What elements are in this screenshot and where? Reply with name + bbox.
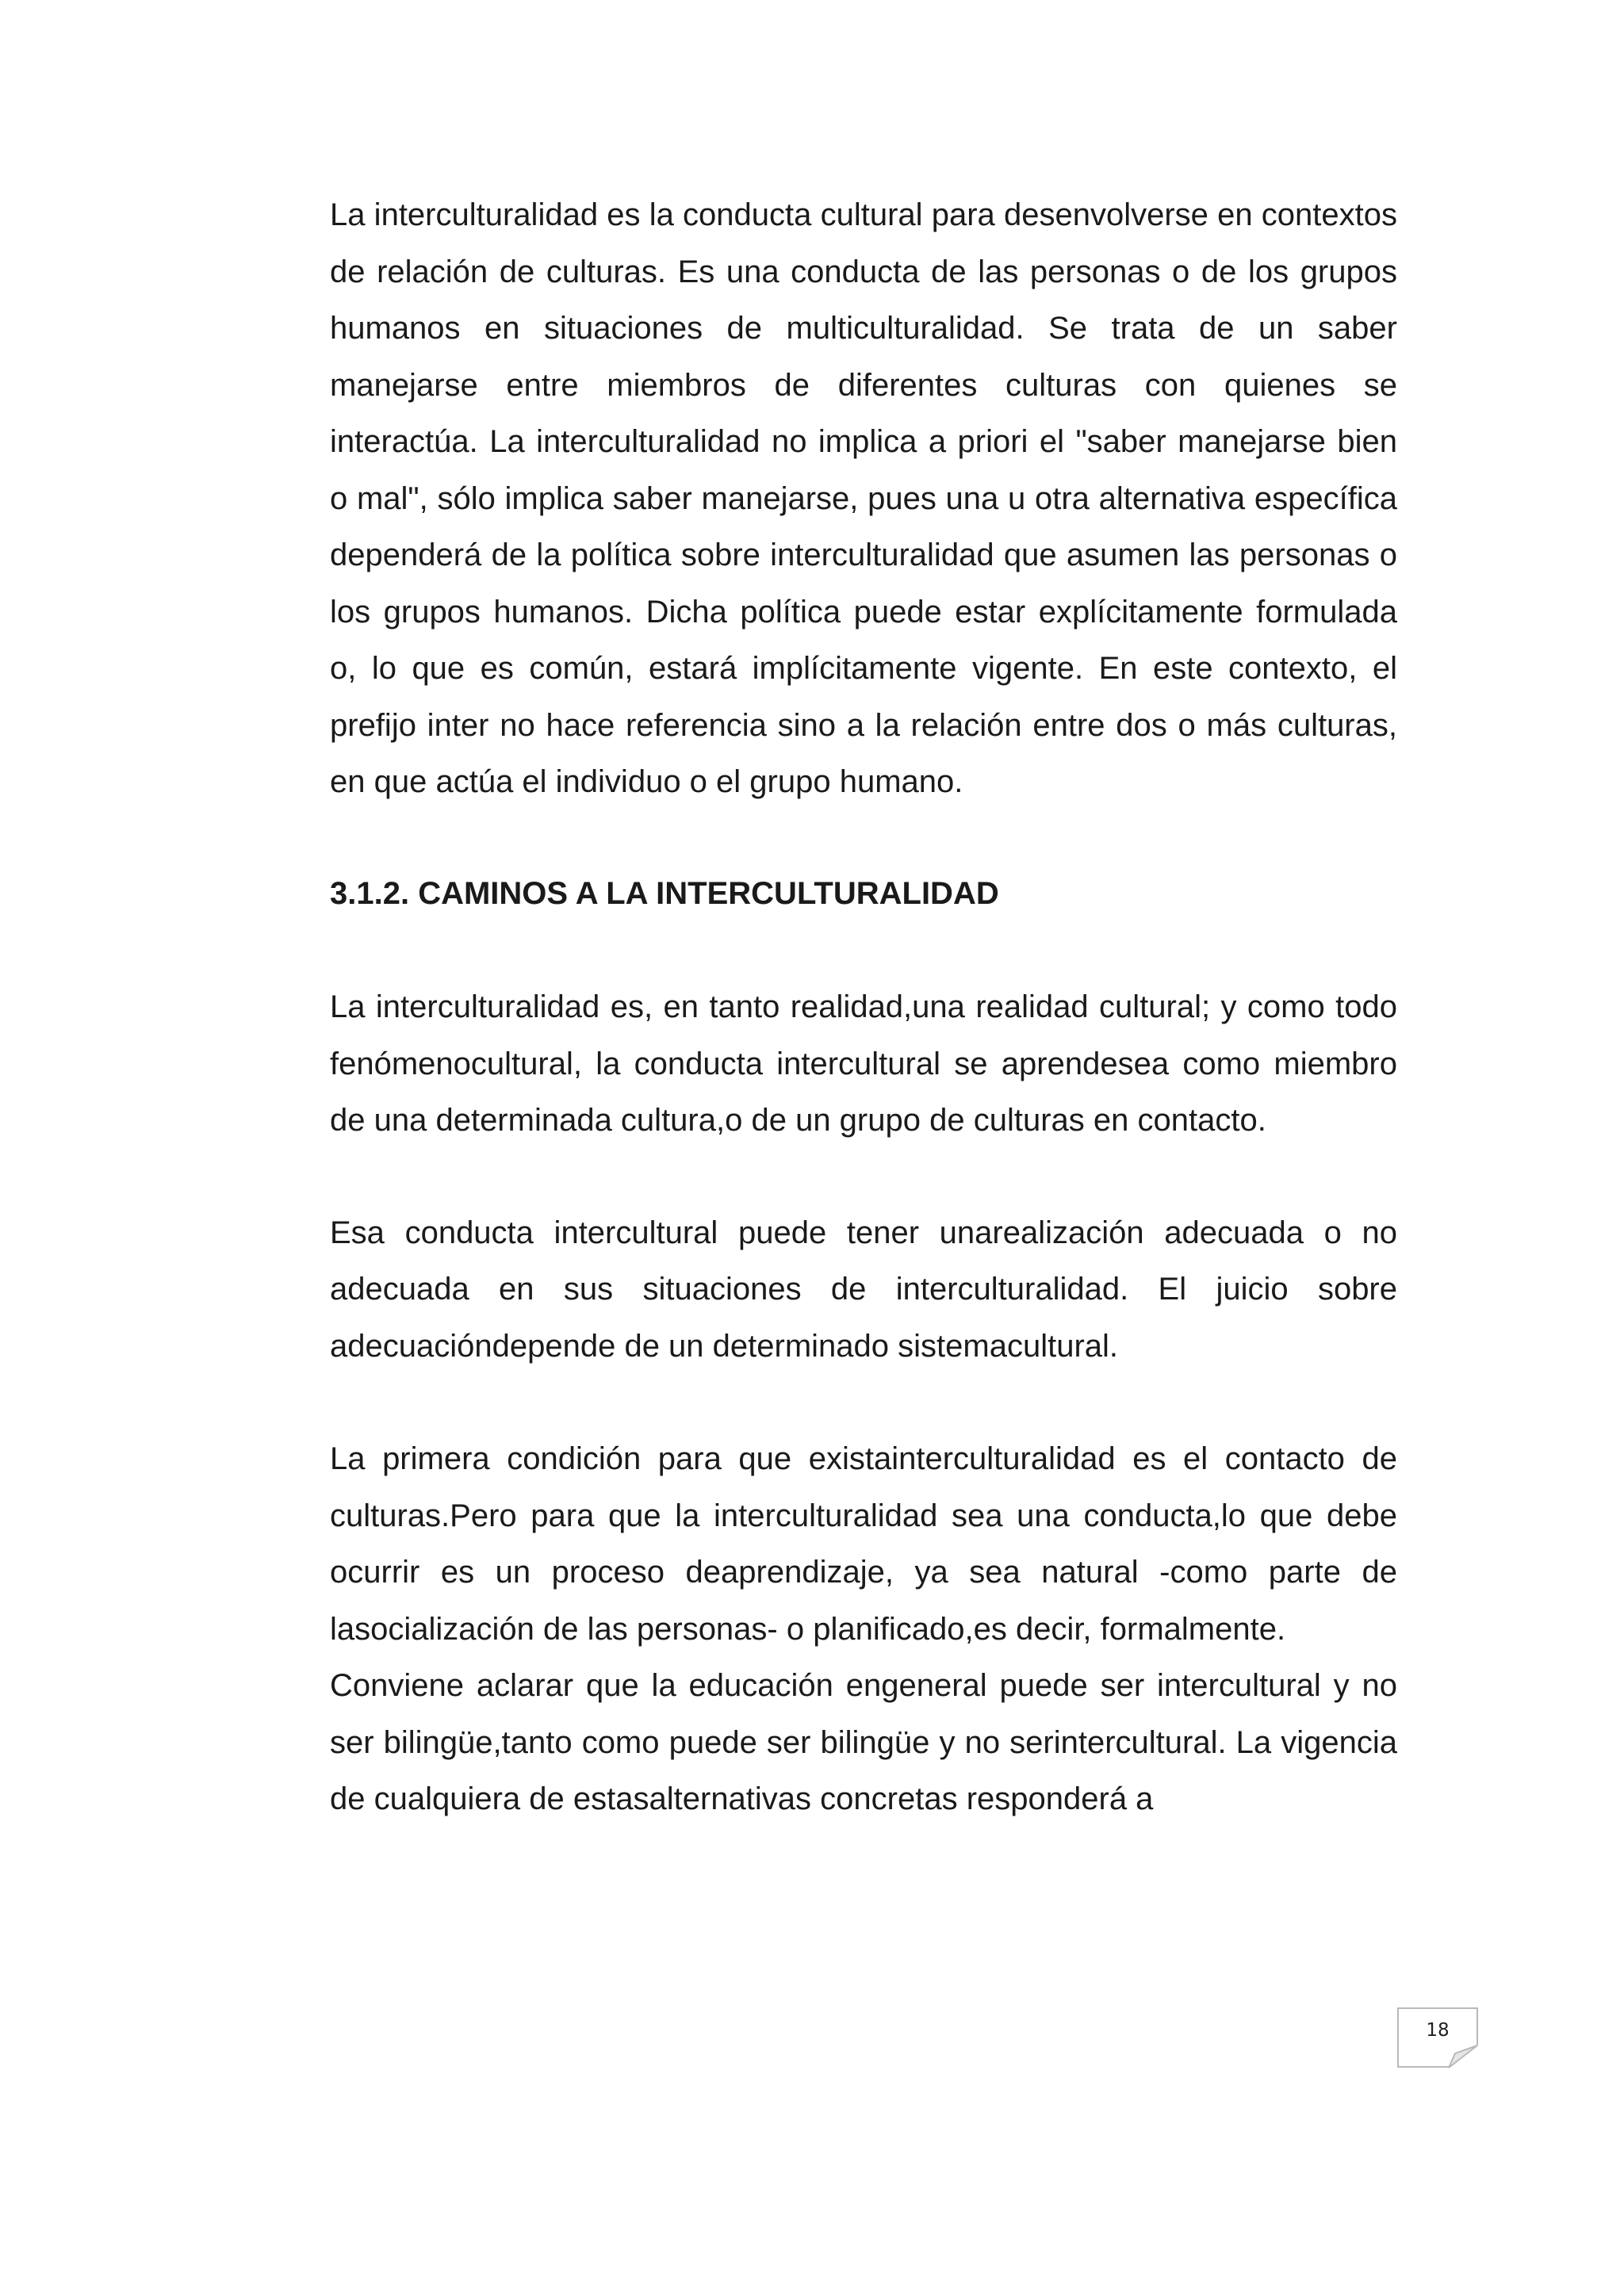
page-curl-icon xyxy=(1447,2044,1479,2069)
section-heading: 3.1.2. CAMINOS A LA INTERCULTURALIDAD xyxy=(330,875,999,911)
body-paragraph: La primera condición para que existainterculturalidad es el contacto de culturas.Pero para que la interculturalidad sea una conducta,lo que debe ocurrir es un proceso deaprendizaje, ya sea natural -como parte de lasocialización de las personas- o planificado,es decir, formalmente. xyxy=(330,1441,1397,1647)
body-paragraph: Esa conducta intercultural puede tener unarealización adecuada o no adecuada en sus situaciones de interculturalidad. El juicio sobre adecuacióndepende de un determinado sistemacultural. xyxy=(330,1215,1397,1364)
body-paragraph: La interculturalidad es, en tanto realidad,una realidad cultural; y como todo fenómenocultural, la conducta intercultural se aprendesea como miembro de una determinada cultura,o de un grupo de culturas en contacto. xyxy=(330,989,1397,1138)
body-paragraph: La interculturalidad es la conducta cultural para desenvolverse en contextos de relación de culturas. Es una conducta de las personas o de los grupos humanos en situaciones de multiculturalidad. Se trata de un saber manejarse entre miembros de diferentes culturas con quienes se interactúa. La interculturalidad no implica a priori el "saber manejarse bien o mal", sólo implica saber manejarse, pues una u otra alternativa específica dependerá de la política sobre interculturalidad que asumen las personas o los grupos humanos. Dicha política puede estar explícitamente formulada o, lo que es común, estará implícitamente vigente. En este contexto, el prefijo inter no hace referencia sino a la relación entre dos o más culturas, en que actúa el individuo o el grupo humano. xyxy=(330,197,1397,799)
page-number: 18 xyxy=(1426,2020,1450,2041)
body-paragraph: Conviene aclarar que la educación engeneral puede ser intercultural y no ser bilingüe,tanto como puede ser bilingüe y no serintercultural. La vigencia de cualquiera de estasalternativas concretas responderá a xyxy=(330,1668,1397,1816)
page-body xyxy=(330,187,1397,1828)
